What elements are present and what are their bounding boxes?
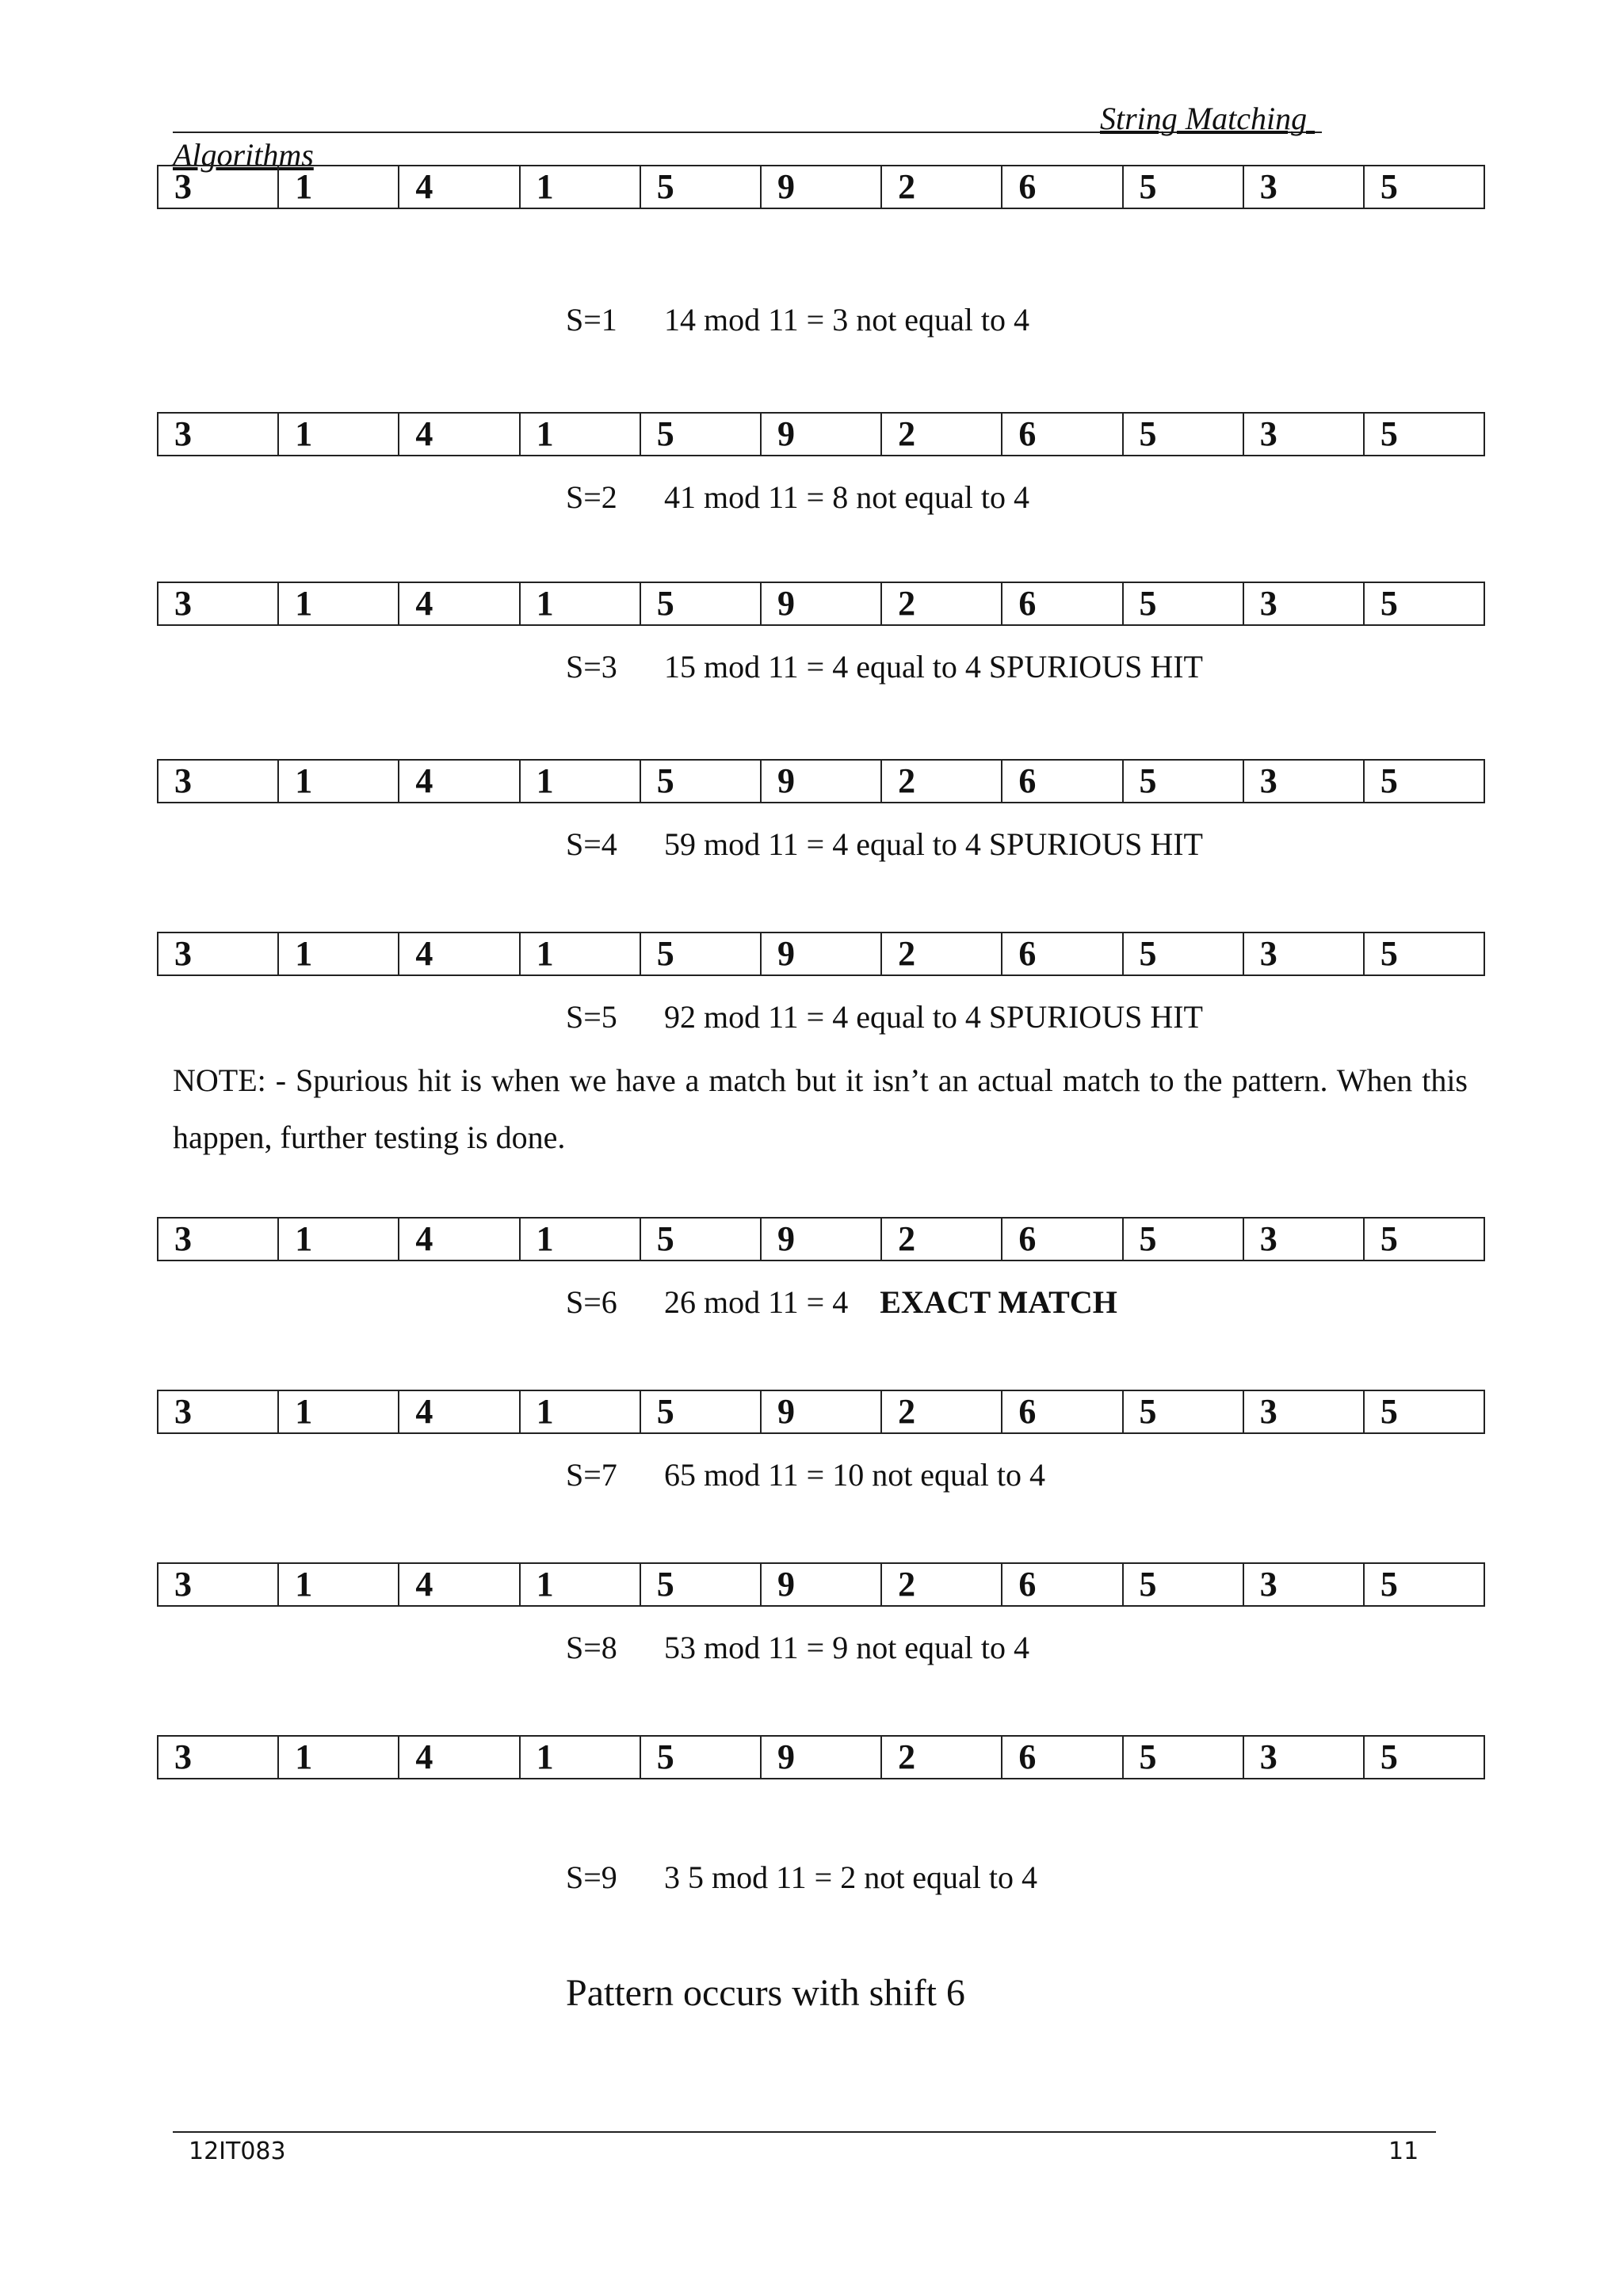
digit-cell: 4 [398,1564,518,1605]
digit-cell: 4 [398,166,518,208]
shift-line [566,479,1029,516]
digit-cell: 2 [880,414,1001,455]
digit-cell: 5 [1363,1564,1484,1605]
digit-cell: 4 [398,1219,518,1260]
digit-cell: 3 [174,1392,192,1431]
digit-cell: 1 [277,761,398,802]
digit-cell: 5 [1363,1219,1484,1260]
digit-cell: 5 [640,1391,760,1432]
digit-cell: 5 [640,166,760,208]
digit-cell: 5 [1122,1219,1243,1260]
shift-text: 65 mod 11 = 10 not equal to 4 [664,1457,1046,1493]
digit-cell: 5 [1122,761,1243,802]
digit-cell: 3 [174,167,192,206]
shift-text: 41 mod 11 = 8 not equal to 4 [664,479,1030,515]
digit-cell: 6 [1001,1219,1121,1260]
header-title-continued: Algorithms [173,137,314,173]
conclusion-text: Pattern occurs with shift 6 [566,1972,965,2014]
digit-cell: 3 [1243,933,1363,974]
digit-cell: 3 [1243,1219,1363,1260]
digit-cell: 4 [398,1391,518,1432]
digit-cell: 4 [398,583,518,624]
digit-cell: 6 [1001,933,1121,974]
digit-cell: 2 [880,1737,1001,1778]
digit-strip [157,1562,1485,1607]
digit-cell: 9 [760,933,880,974]
digit-cell: 3 [174,761,192,800]
digit-cell: 2 [880,761,1001,802]
digit-cell: 6 [1001,761,1121,802]
digit-cell: 9 [760,1737,880,1778]
digit-cell: 1 [519,1391,640,1432]
digit-cell: 1 [277,1219,398,1260]
digit-cell: 6 [1001,1391,1121,1432]
digit-cell: 9 [760,1391,880,1432]
digit-cell: 3 [174,584,192,623]
spurious-hit-note: NOTE: - Spurious hit is when we have a match but it isn’t an actual match to the pattern. When this happen, further testing is done. [173,1062,1468,1155]
digit-cell: 5 [1363,1737,1484,1778]
digit-cell: 2 [880,1391,1001,1432]
digit-cell: 6 [1001,166,1121,208]
digit-cell: 1 [519,166,640,208]
exact-match-label: EXACT MATCH [880,1284,1117,1320]
digit-cell: 5 [1363,1391,1484,1432]
digit-cell: 5 [1363,933,1484,974]
digit-cell: 3 [174,414,192,453]
shift-label: S=9 [566,1859,617,1895]
header-title: String Matching [1100,101,1316,136]
digit-cell: 6 [1001,1737,1121,1778]
digit-cell: 1 [277,166,398,208]
digit-cell: 1 [519,1219,640,1260]
digit-cell: 5 [640,414,760,455]
digit-cell: 5 [1363,166,1484,208]
shift-label: S=6 [566,1284,617,1320]
digit-cell: 5 [640,933,760,974]
shift-text: 59 mod 11 = 4 equal to 4 SPURIOUS HIT [664,826,1203,862]
digit-cell: 1 [277,933,398,974]
digit-strip [157,1735,1485,1779]
digit-strip [157,165,1485,209]
footer-rule [173,2131,1436,2133]
digit-cell: 3 [1243,166,1363,208]
shift-label: S=8 [566,1630,617,1665]
digit-cell: 5 [1363,414,1484,455]
digit-cell: 1 [277,1737,398,1778]
digit-cell: 5 [640,583,760,624]
digit-cell: 1 [277,583,398,624]
shift-line [566,1629,1029,1666]
digit-cell: 5 [640,1737,760,1778]
digit-cell: 9 [760,414,880,455]
digit-cell: 3 [1243,1737,1363,1778]
digit-cell: 3 [174,934,192,973]
digit-cell: 5 [1122,414,1243,455]
digit-cell: 3 [1243,1564,1363,1605]
digit-cell: 5 [1122,1564,1243,1605]
shift-label: S=5 [566,999,617,1035]
digit-cell: 4 [398,1737,518,1778]
digit-cell: 2 [880,166,1001,208]
shift-label: S=3 [566,649,617,685]
digit-strip [157,759,1485,803]
digit-cell: 1 [519,933,640,974]
digit-cell: 2 [880,583,1001,624]
digit-cell: 4 [398,414,518,455]
digit-cell: 3 [1243,583,1363,624]
digit-cell: 6 [1001,1564,1121,1605]
digit-cell: 2 [880,1219,1001,1260]
digit-strip [157,932,1485,976]
digit-cell: 1 [277,1564,398,1605]
digit-cell: 5 [640,1219,760,1260]
digit-cell: 1 [519,761,640,802]
digit-strip [157,1217,1485,1261]
digit-cell: 5 [1122,1737,1243,1778]
digit-cell: 1 [519,414,640,455]
digit-cell: 2 [880,1564,1001,1605]
shift-line [566,826,1203,863]
digit-cell: 1 [519,1564,640,1605]
digit-cell: 4 [398,761,518,802]
digit-cell: 5 [1122,166,1243,208]
digit-cell: 9 [760,1219,880,1260]
shift-label: S=4 [566,826,617,862]
shift-text: 14 mod 11 = 3 not equal to 4 [664,302,1030,338]
digit-cell: 5 [640,761,760,802]
digit-cell: 1 [277,1391,398,1432]
shift-line [566,1456,1045,1493]
digit-cell: 6 [1001,414,1121,455]
shift-label: S=2 [566,479,617,515]
digit-cell: 9 [760,1564,880,1605]
shift-label: S=7 [566,1457,617,1493]
shift-line [566,1859,1037,1896]
digit-cell: 3 [1243,414,1363,455]
digit-cell: 9 [760,166,880,208]
digit-cell: 6 [1001,583,1121,624]
shift-text: 26 mod 11 = 4 [664,1284,849,1320]
digit-cell: 2 [880,933,1001,974]
page-number: 11 [1388,2138,1419,2165]
digit-cell: 4 [398,933,518,974]
digit-cell: 3 [174,1219,192,1258]
shift-text: 3 5 mod 11 = 2 not equal to 4 [664,1859,1038,1895]
digit-cell: 5 [1363,761,1484,802]
digit-cell: 1 [519,1737,640,1778]
shift-line [566,998,1203,1035]
digit-cell: 1 [519,583,640,624]
shift-text: 92 mod 11 = 4 equal to 4 SPURIOUS HIT [664,999,1203,1035]
digit-cell: 9 [760,583,880,624]
shift-line [566,301,1029,338]
digit-cell: 1 [277,414,398,455]
digit-cell: 3 [174,1737,192,1776]
shift-text: 53 mod 11 = 9 not equal to 4 [664,1630,1030,1665]
digit-cell: 3 [174,1565,192,1604]
digit-cell: 5 [1122,1391,1243,1432]
shift-text: 15 mod 11 = 4 equal to 4 SPURIOUS HIT [664,649,1203,685]
digit-cell: 5 [1122,933,1243,974]
shift-line [566,1283,1117,1321]
digit-cell: 3 [1243,761,1363,802]
digit-cell: 5 [640,1564,760,1605]
shift-label: S=1 [566,302,617,338]
shift-line [566,648,1203,685]
digit-strip [157,582,1485,626]
digit-strip [157,1390,1485,1434]
digit-cell: 5 [1122,583,1243,624]
digit-cell: 5 [1363,583,1484,624]
digit-cell: 3 [1243,1391,1363,1432]
footer-student-id: 12IT083 [189,2138,286,2165]
digit-strip [157,412,1485,456]
digit-cell: 9 [760,761,880,802]
